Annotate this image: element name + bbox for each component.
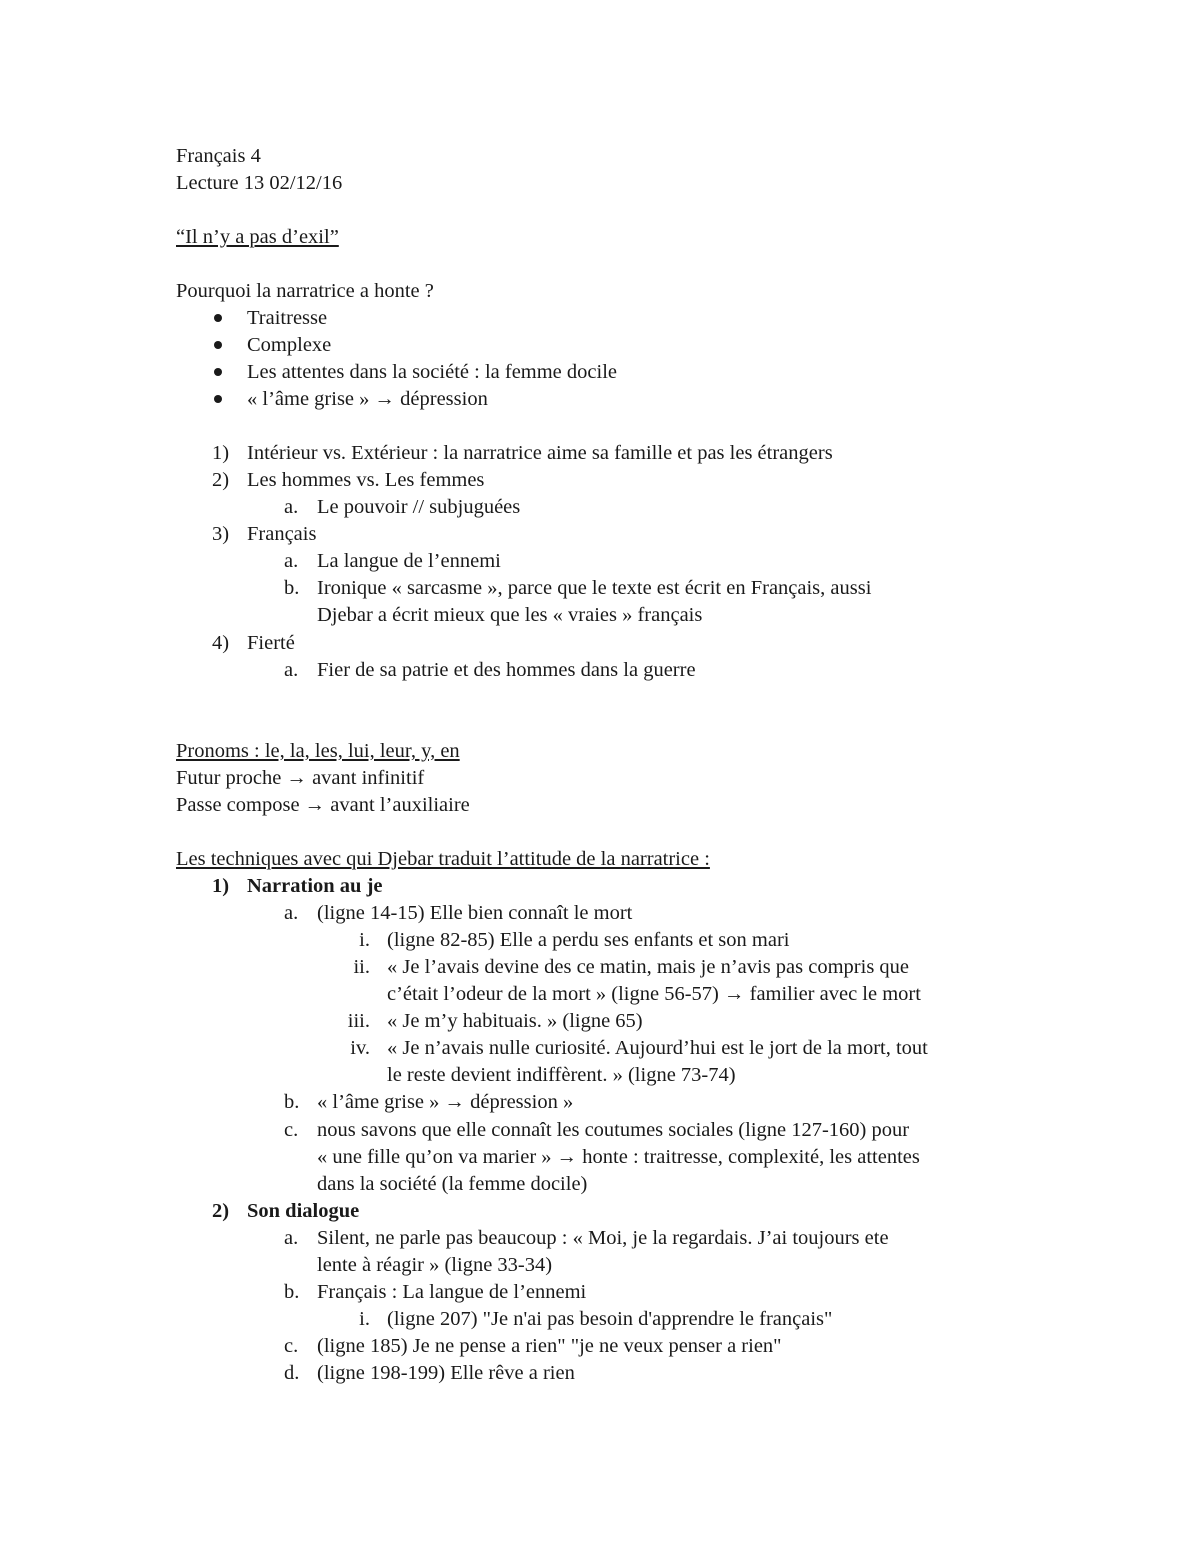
bullet-icon <box>214 341 222 349</box>
bullet-icon <box>214 314 222 322</box>
bullet-item: Traitresse <box>247 307 328 329</box>
text-title: “Il n’y a pas d’exil” <box>176 226 339 248</box>
list-item: Intérieur vs. Extérieur : la narratrice aime sa famille et pas les étrangers <box>247 442 833 464</box>
list-letter: c. <box>284 1335 299 1357</box>
list-letter: a. <box>284 1227 299 1249</box>
question: Pourquoi la narratrice a honte ? <box>176 280 434 302</box>
list-letter: a. <box>284 659 299 681</box>
list-number: 2) <box>212 469 230 491</box>
list-roman: ii. <box>353 956 370 978</box>
bullet-icon <box>214 395 222 403</box>
list-letter: b. <box>284 577 300 599</box>
bullet-icon <box>214 368 222 376</box>
bullet-item: « l’âme grise » → dépression <box>247 388 488 410</box>
list-item-continuation: lente à réagir » (ligne 33-34) <box>317 1254 553 1276</box>
list-letter: b. <box>284 1281 300 1303</box>
list-item: Ironique « sarcasme », parce que le texte est écrit en Français, aussi <box>317 577 872 599</box>
list-number: 4) <box>212 632 230 654</box>
bullet-item: Les attentes dans la société : la femme docile <box>247 361 617 383</box>
list-roman: i. <box>359 1308 370 1330</box>
list-item: (ligne 82-85) Elle a perdu ses enfants et son mari <box>387 929 790 951</box>
passe-compose-note: Passe compose → avant l’auxiliaire <box>176 794 470 816</box>
list-letter: d. <box>284 1362 300 1384</box>
list-item: (ligne 185) Je ne pense a rien" "je ne veux penser a rien" <box>317 1335 782 1357</box>
list-item: « Je m’y habituais. » (ligne 65) <box>387 1010 643 1032</box>
list-item: Français : La langue de l’ennemi <box>317 1281 587 1303</box>
list-item-continuation: c’était l’odeur de la mort » (ligne 56-57) → familier avec le mort <box>387 983 921 1005</box>
list-letter: c. <box>284 1119 299 1141</box>
list-number: 2) <box>212 1200 230 1222</box>
list-item: Fierté <box>247 632 295 654</box>
list-item: « Je n’avais nulle curiosité. Aujourd’hui est le jort de la mort, tout <box>387 1037 928 1059</box>
subheading: Narration au je <box>247 875 383 897</box>
list-item: Les hommes vs. Les femmes <box>247 469 485 491</box>
list-item: « l’âme grise » → dépression » <box>317 1091 574 1113</box>
list-item: (ligne 207) "Je n'ai pas besoin d'apprendre le français" <box>387 1308 833 1330</box>
list-roman: iv. <box>350 1037 370 1059</box>
list-item-continuation: « une fille qu’on va marier » → honte : traitresse, complexité, les attentes <box>317 1146 920 1168</box>
lecture-date: Lecture 13 02/12/16 <box>176 172 343 194</box>
list-item: Français <box>247 523 317 545</box>
list-letter: b. <box>284 1091 300 1113</box>
techniques-heading: Les techniques avec qui Djebar traduit l’attitude de la narratrice : <box>176 848 710 870</box>
list-item: (ligne 14-15) Elle bien connaît le mort <box>317 902 633 924</box>
list-letter: a. <box>284 496 299 518</box>
list-number: 1) <box>212 875 230 897</box>
list-item: Le pouvoir // subjuguées <box>317 496 521 518</box>
list-item: (ligne 198-199) Elle rêve a rien <box>317 1362 575 1384</box>
list-item-continuation: dans la société (la femme docile) <box>317 1173 588 1195</box>
list-roman: iii. <box>347 1010 370 1032</box>
list-roman: i. <box>359 929 370 951</box>
list-item: nous savons que elle connaît les coutumes sociales (ligne 127-160) pour <box>317 1119 910 1141</box>
list-item: Fier de sa patrie et des hommes dans la guerre <box>317 659 696 681</box>
list-number: 1) <box>212 442 230 464</box>
list-item: Silent, ne parle pas beaucoup : « Moi, je la regardais. J’ai toujours ete <box>317 1227 889 1249</box>
course-title: Français 4 <box>176 145 261 167</box>
list-item-continuation: le reste devient indiffèrent. » (ligne 73-74) <box>387 1064 736 1086</box>
list-item: « Je l’avais devine des ce matin, mais je n’avis pas compris que <box>387 956 910 978</box>
pronoms-heading: Pronoms : le, la, les, lui, leur, y, en <box>176 740 460 762</box>
list-item-continuation: Djebar a écrit mieux que les « vraies » français <box>317 604 703 626</box>
subheading: Son dialogue <box>247 1200 360 1222</box>
list-item: La langue de l’ennemi <box>317 550 501 572</box>
list-letter: a. <box>284 902 299 924</box>
list-letter: a. <box>284 550 299 572</box>
futur-proche-note: Futur proche → avant infinitif <box>176 767 425 789</box>
list-number: 3) <box>212 523 230 545</box>
bullet-item: Complexe <box>247 334 332 356</box>
